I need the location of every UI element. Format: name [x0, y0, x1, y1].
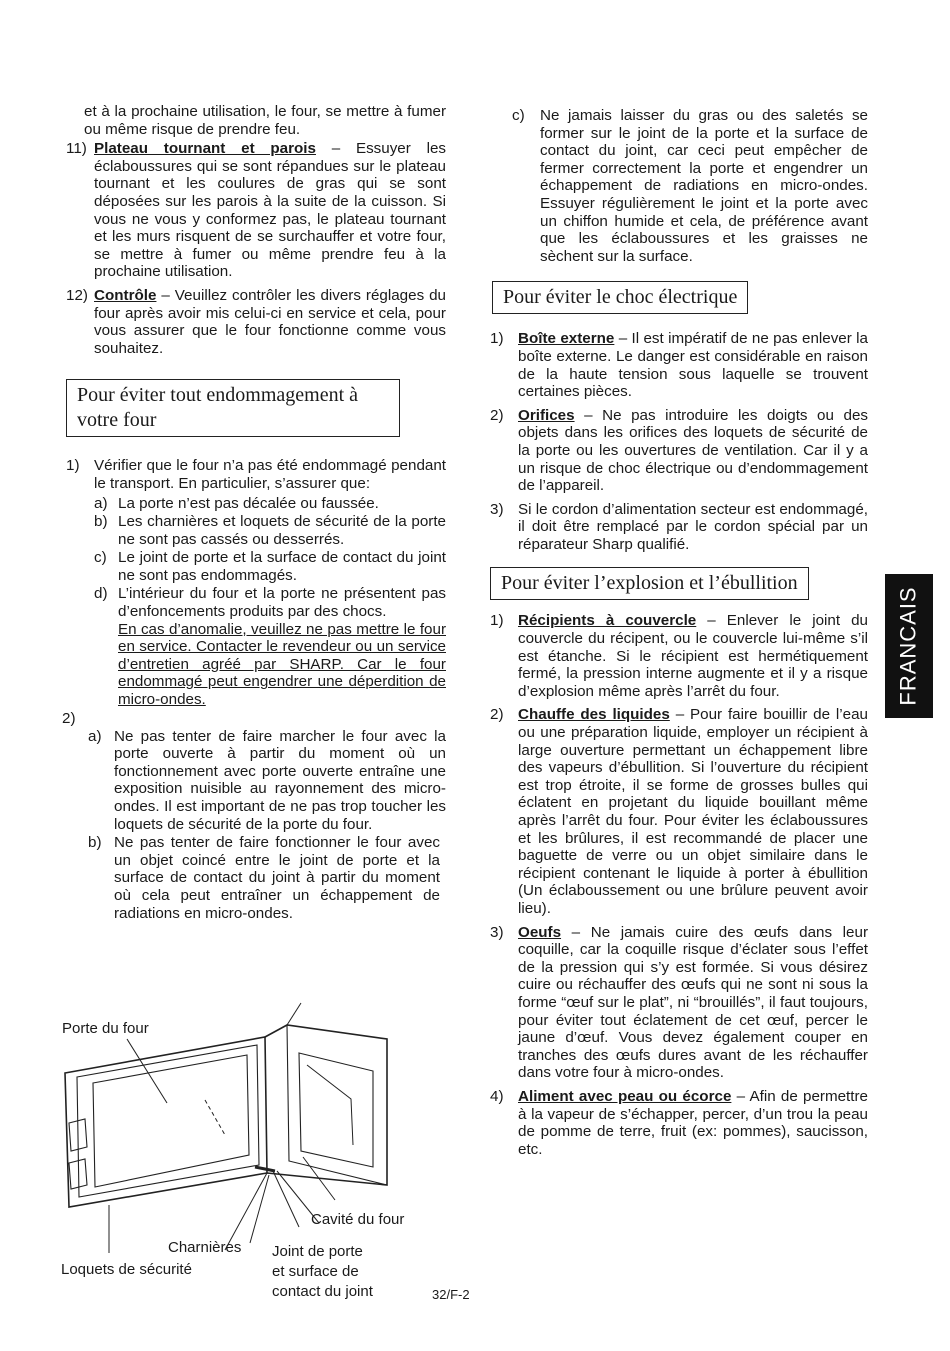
damage-item-1c: c) Le joint de porte et la surface de contact du joint ne sont pas endommagés.	[94, 549, 446, 584]
shock-item-3: 3) Si le cordon d’alimentation secteur est endommagé, il doit être remplacé par le cordon spécial par un réparateur Sharp qualifié.	[490, 500, 868, 553]
explosion-item-2: 2) Chauffe des liquides – Pour faire bouillir de l’eau ou une préparation liquide, employer un récipient à large ouverture permettant un échappement libre des vapeurs d’ébullition. Si l’ouverture du récipient est trop étroite, il se forme de grosses bulles qui éclatent en projetant du liquide bouillant même après l’arrêt du four. Pour éviter les éclaboussures et les brûlures, il est recommandé de placer une baguette de verre ou un objet similaire dans le récipient contenant le liquide à porter à ébullition (Un éclaboussement ou une brûlure peuvent avoir lieu).	[490, 706, 868, 917]
label-joint-1: Joint de porte	[272, 1243, 363, 1260]
damage-item-2a: a) Ne pas tenter de faire marcher le four avec la porte ouverte à partir du moment où un fonctionnement avec porte ouverte entraîne une exposition nuisible au rayonnement des micro-ondes. Il est important de ne pas trop toucher les loquets de sécurité de la porte du four.	[88, 727, 446, 833]
intro-continuation: et à la prochaine utilisation, le four, se mettre à fumer ou même risque de prendre feu.	[84, 103, 446, 138]
left-column	[62, 103, 446, 923]
item-12: 12) Contrôle – Veuillez contrôler les divers réglages du four après avoir mis celui-ci en service et cela, pour vous assurer que le four fonctionne comme vous souhaitez.	[66, 286, 446, 357]
item-11-keyword: Plateau tournant et parois	[94, 140, 316, 158]
label-loquets: Loquets de sécurité	[61, 1261, 192, 1278]
explosion-item-3: 3) Oeufs – Ne jamais cuire des œufs dans leur coquille, car la coquille risque d’éclater sous l’effet de la pression qui s’y est formée. Si vous désirez cuire ou réchauffer des œufs qui ne sont ni sous la forme “œuf sur le plat”, ni “brouillés”, il faut toujours, pour éviter tout éclatement de cet œuf, percer le jaune d’œuf. Vous devez également couper en tranches des œufs dures avant de les réchauffer dans votre four à micro-ondes.	[490, 923, 868, 1082]
damage-item-1a: a) La porte n’est pas décalée ou faussée.	[94, 494, 379, 512]
damage-item-1b: b) Les charnières et loquets de sécurité de la porte ne sont pas cassés ou desserrés.	[94, 513, 446, 548]
language-tab-label: FRANCAIS	[896, 586, 921, 706]
page-number: 32/F-2	[432, 1287, 470, 1302]
label-charnieres: Charnières	[168, 1239, 242, 1256]
damage-warning: En cas d’anomalie, veuillez ne pas mettre le four en service. Contacter le revendeur ou un service d’entretien agréé par SHARP. Car le four endommagé peut engendrer une déperdition de micro-ondes.	[118, 620, 446, 709]
shock-item-1: 1) Boîte externe – Il est impératif de ne pas enlever la boîte externe. Le danger est considérable en raison de la haute tension sous laquelle se trouvent certaines pièces.	[490, 330, 868, 401]
explosion-item-1: 1) Récipients à couvercle – Enlever le joint du couvercle du récipent, ou le couvercle lui-même s’il est étanche. Si le récipient est hermétiquement fermé, la pression interne augmente et il y a risque d’explosion même après l’arrêt du four.	[490, 612, 868, 700]
oven-illustration	[55, 995, 465, 1295]
label-porte-du-four: Porte du four	[62, 1020, 149, 1037]
language-tab	[885, 574, 933, 718]
right-column	[490, 107, 868, 1164]
item-12-keyword: Contrôle	[94, 286, 157, 304]
explosion-item-4: 4) Aliment avec peau ou écorce – Afin de permettre à la vapeur de s’échapper, percer, d’un trou la peau de pomme de terre, fruit (ex: pommes), saucisson, etc.	[490, 1087, 868, 1158]
damage-item-2b: b) Ne pas tenter de faire fonctionner le four avec un objet coincé entre le joint de porte et la surface de contact du joint à partir du moment où cela peut entraîner un échappement de radiations en micro-ondes.	[88, 834, 440, 922]
label-cavite-du-four: Cavité du four	[311, 1211, 405, 1228]
damage-item-2c: c) Ne jamais laisser du gras ou des saletés se former sur le joint de la porte et la surface de contact du joint, car ceci peut empêcher de fermer correctement la porte et engendrer un échappement de radiations en micro-ondes. Essuyer régulièrement le joint et la porte avec un chiffon humide et cela, de préférence avant que les éclaboussures et les graisses ne sèchent sur la surface.	[512, 107, 868, 265]
item-11: 11) Plateau tournant et parois – Essuyer les éclaboussures qui se sont répandues sur le plateau tournant et les coulures de gras qui se sont déposées sur les parois à la suite de la cuisson. Si vous ne vous y conformez pas, le plateau tournant et les murs risquent de se surchauffer et votre four, se mettre à fumer ou même prendre feu à la prochaine utilisation.	[66, 140, 446, 281]
shock-item-2: 2) Orifices – Ne pas introduire les doigts ou des objets dans les orifices des loquets de sécurité de la porte ou les ouvertures de ventilation. Car il y a un risque de choc électrique ou d’endommagement de l’appareil.	[490, 406, 868, 495]
damage-item-2: 2)	[62, 709, 76, 727]
damage-item-1: 1) Vérifier que le four n’a pas été endommagé pendant le transport. En particulier, s’assurer que:	[66, 457, 446, 492]
heading-explosion: Pour éviter l’explosion et l’ébullition	[490, 567, 809, 600]
label-joint-3: contact du joint	[272, 1283, 373, 1300]
heading-damage: Pour éviter tout endommagement à votre four	[66, 379, 400, 437]
label-joint-2: et surface de	[272, 1263, 359, 1280]
damage-item-1d: d) L’intérieur du four et la porte ne présentent pas d’enfoncements produits par des chocs. En cas d’anomalie, veuillez ne pas mettre le four en service. Contacter le revendeur ou un service d’entretien agréé par SHARP. Car le four endommagé peut engendrer une déperdition de micro-ondes.	[94, 585, 446, 709]
heading-shock: Pour éviter le choc électrique	[492, 281, 748, 314]
